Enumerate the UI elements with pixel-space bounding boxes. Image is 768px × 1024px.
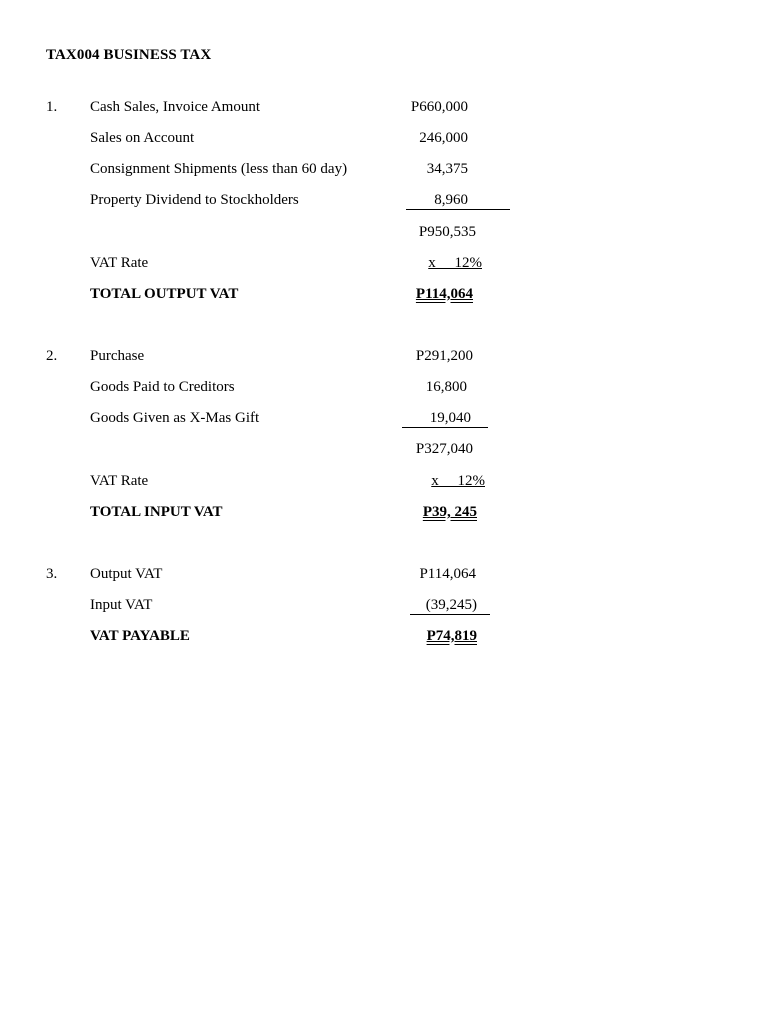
total-label: TOTAL OUTPUT VAT <box>90 286 239 302</box>
vat-rate-amount: x 12% <box>431 473 485 489</box>
row-label: VAT Rate <box>90 473 149 489</box>
subtotal-rule <box>406 209 510 210</box>
table-row <box>0 255 768 275</box>
subtotal-rule <box>402 427 488 428</box>
table-row <box>0 161 768 181</box>
table-row <box>0 441 768 461</box>
table-row <box>0 597 768 617</box>
section-number: 3. <box>46 566 58 582</box>
row-amount: P291,200 <box>415 348 473 364</box>
table-row <box>0 224 768 244</box>
table-row <box>0 473 768 493</box>
row-label: VAT Rate <box>90 255 149 271</box>
row-label: Goods Paid to Creditors <box>90 379 235 395</box>
row-label: Output VAT <box>90 566 163 582</box>
total-label: TOTAL INPUT VAT <box>90 504 223 520</box>
row-amount: 8,960 <box>434 192 468 208</box>
row-label: Sales on Account <box>90 130 195 146</box>
table-row <box>0 379 768 399</box>
subtotal-amount: P327,040 <box>415 441 473 457</box>
table-row <box>0 410 768 430</box>
row-amount: 246,000 <box>419 130 468 146</box>
total-label: VAT PAYABLE <box>90 628 190 644</box>
row-label: Property Dividend to Stockholders <box>90 192 299 208</box>
total-amount: P74,819 <box>426 628 477 644</box>
row-amount: P660,000 <box>410 99 468 115</box>
total-amount: P114,064 <box>415 286 473 302</box>
table-row <box>0 192 768 212</box>
row-label: Input VAT <box>90 597 153 613</box>
table-row <box>0 504 768 524</box>
row-amount: 19,040 <box>429 410 471 426</box>
row-label: Purchase <box>90 348 145 364</box>
row-label: Cash Sales, Invoice Amount <box>90 99 260 115</box>
table-row <box>0 348 768 368</box>
row-amount: 16,800 <box>425 379 467 395</box>
table-row <box>0 99 768 119</box>
row-amount: (39,245) <box>425 597 477 613</box>
table-row <box>0 130 768 150</box>
table-row <box>0 628 768 648</box>
table-row <box>0 566 768 586</box>
vat-rate-amount: x 12% <box>428 255 482 271</box>
document-title: TAX004 BUSINESS TAX <box>46 47 212 63</box>
table-row <box>0 286 768 306</box>
section-number: 2. <box>46 348 58 364</box>
section-number: 1. <box>46 99 58 115</box>
total-amount: P39, 245 <box>422 504 477 520</box>
subtotal-amount: P950,535 <box>418 224 476 240</box>
row-label: Goods Given as X-Mas Gift <box>90 410 260 426</box>
subtotal-rule <box>410 614 490 615</box>
row-amount: P114,064 <box>419 566 476 582</box>
row-label: Consignment Shipments (less than 60 day) <box>90 161 348 177</box>
row-amount: 34,375 <box>426 161 468 177</box>
